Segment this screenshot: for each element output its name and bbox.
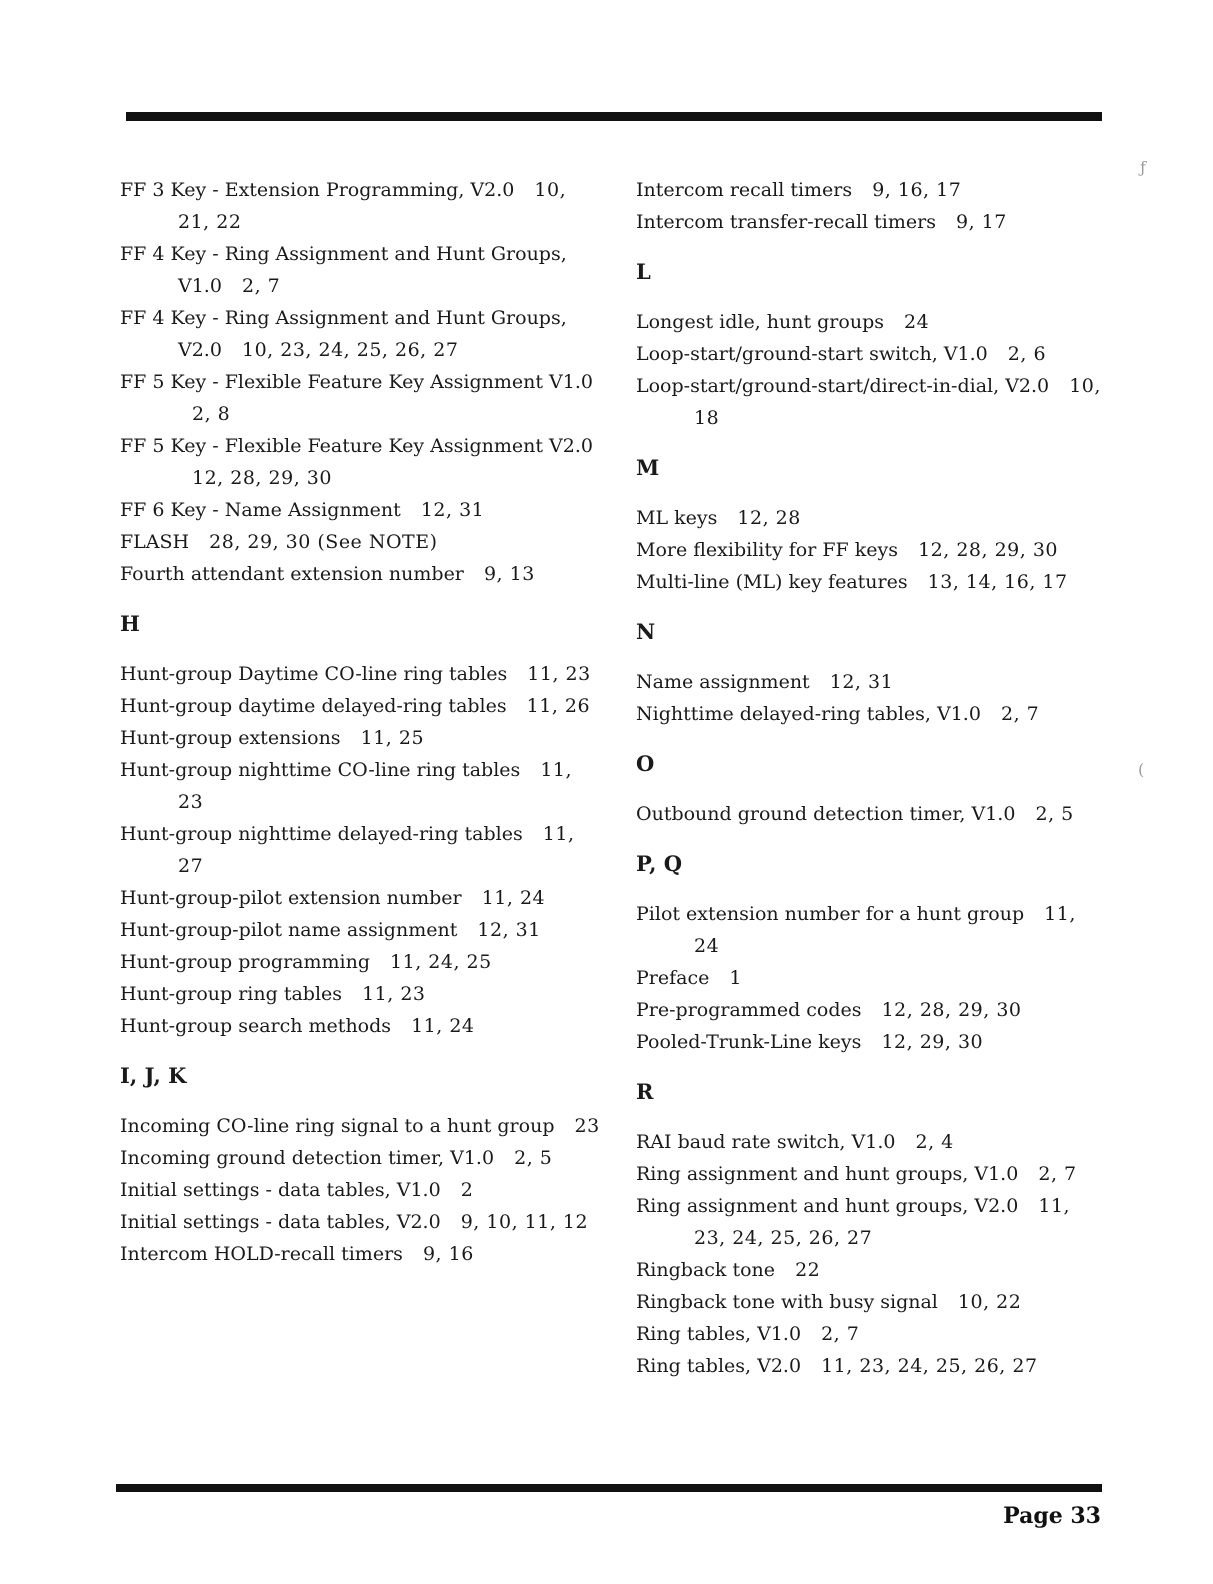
index-term: Fourth attendant extension number <box>120 563 464 585</box>
index-entry <box>120 1206 600 1238</box>
index-entry <box>120 658 600 690</box>
index-page-refs: 9, 16 <box>422 1243 474 1265</box>
index-term: Intercom HOLD-recall timers <box>120 1243 403 1265</box>
index-entry <box>636 1286 1106 1318</box>
index-term: Ring assignment and hunt groups, V2.0 <box>636 1195 1019 1217</box>
index-page-refs: 12, 31 <box>829 671 894 693</box>
index-term: Ring assignment and hunt groups, V1.0 <box>636 1163 1019 1185</box>
index-term: Hunt-group-pilot name assignment <box>120 919 458 941</box>
index-term: Hunt-group daytime delayed-ring tables <box>120 695 507 717</box>
top-rule <box>126 112 1102 121</box>
index-page-refs: 9, 13 <box>483 563 535 585</box>
index-section-heading: M <box>636 455 660 480</box>
index-term: Multi-line (ML) key features <box>636 571 908 593</box>
index-entry <box>120 818 600 882</box>
index-entry <box>636 962 1106 994</box>
index-term: FF 5 Key - Flexible Feature Key Assignment V2.0 <box>120 435 593 457</box>
index-term: Name assignment <box>636 671 810 693</box>
index-entry <box>636 1190 1106 1254</box>
index-term: ML keys <box>636 507 718 529</box>
index-entry <box>120 1142 600 1174</box>
index-term: Hunt-group nighttime delayed-ring tables <box>120 823 523 845</box>
index-term: Outbound ground detection timer, V1.0 <box>636 803 1016 825</box>
index-page-refs: 11, 26 <box>526 695 591 717</box>
index-entry <box>636 1026 1106 1058</box>
index-page-refs: 13, 14, 16, 17 <box>927 571 1068 593</box>
index-section-heading: P, Q <box>636 851 682 876</box>
index-term: Pilot extension number for a hunt group <box>636 903 1025 925</box>
index-page-refs: 9, 16, 17 <box>872 179 962 201</box>
index-entry <box>120 754 600 818</box>
index-term: Incoming CO-line ring signal to a hunt group <box>120 1115 555 1137</box>
index-term: Loop-start/ground-start/direct-in-dial, V2.0 <box>636 375 1050 397</box>
index-page-refs: 10, 23, 24, 25, 26, 27 <box>241 339 459 361</box>
index-page-refs: 1 <box>729 967 742 989</box>
index-term: Ring tables, V1.0 <box>636 1323 802 1345</box>
index-entry <box>636 698 1106 730</box>
index-page-refs: 11, 24 <box>481 887 546 909</box>
index-page-refs: 11, 27 <box>178 823 575 877</box>
index-term: Initial settings - data tables, V1.0 <box>120 1179 441 1201</box>
index-entry <box>636 1350 1106 1382</box>
index-term: FF 5 Key - Flexible Feature Key Assignment V1.0 <box>120 371 593 393</box>
index-entry <box>636 502 1106 534</box>
index-term: Incoming ground detection timer, V1.0 <box>120 1147 495 1169</box>
index-term: Hunt-group Daytime CO-line ring tables <box>120 663 508 685</box>
index-column-left <box>120 174 600 1270</box>
index-page-refs: 9, 17 <box>956 211 1007 233</box>
index-entry <box>120 302 600 366</box>
index-page-refs: 2, 5 <box>1035 803 1074 825</box>
index-section-heading: H <box>120 611 140 636</box>
index-entry <box>120 946 600 978</box>
index-entry <box>120 722 600 754</box>
index-page-refs: 2, 6 <box>1007 343 1047 365</box>
index-page-refs: 2, 8 <box>192 403 231 425</box>
index-term: More flexibility for FF keys <box>636 539 899 561</box>
index-term: FLASH <box>120 531 190 553</box>
index-entry <box>120 1110 600 1142</box>
index-section-heading: N <box>636 619 656 644</box>
index-term: Hunt-group nighttime CO-line ring tables <box>120 759 521 781</box>
index-page-refs: 12, 31 <box>420 499 485 521</box>
index-page-refs: 2, 7 <box>241 275 281 297</box>
index-column-right <box>636 174 1106 1382</box>
index-term: FF 3 Key - Extension Programming, V2.0 <box>120 179 515 201</box>
index-entry <box>120 690 600 722</box>
index-page-refs: 11, 25 <box>360 727 425 749</box>
index-term: Ringback tone <box>636 1259 776 1281</box>
index-entry <box>120 526 600 558</box>
index-term: Intercom transfer-recall timers <box>636 211 936 233</box>
index-page-refs: 10, 18 <box>694 375 1101 429</box>
index-entry <box>636 338 1106 370</box>
index-page-refs: 12, 31 <box>477 919 541 941</box>
index-page-refs: 11, 23 <box>527 663 591 685</box>
index-entry <box>120 978 600 1010</box>
index-entry <box>120 430 600 494</box>
index-term: RAI baud rate switch, V1.0 <box>636 1131 896 1153</box>
index-term: Pre-programmed codes <box>636 999 862 1021</box>
index-term: Ring tables, V2.0 <box>636 1355 802 1377</box>
scan-mark: ƒ <box>1140 158 1146 177</box>
index-page-refs: 2, 5 <box>514 1147 553 1169</box>
index-entry <box>120 558 600 590</box>
index-page-refs: 2, 4 <box>915 1131 954 1153</box>
index-term: Intercom recall timers <box>636 179 853 201</box>
index-entry <box>636 206 1106 238</box>
index-entry <box>120 882 600 914</box>
index-entry <box>120 174 600 238</box>
index-entry <box>636 994 1106 1026</box>
index-term: FF 4 Key - Ring Assignment and Hunt Groups, V2.0 <box>120 307 567 361</box>
index-term: Pooled-Trunk-Line keys <box>636 1031 862 1053</box>
index-entry <box>636 1158 1106 1190</box>
index-entry <box>120 914 600 946</box>
index-entry <box>120 238 600 302</box>
index-page-refs: 24 <box>904 311 930 333</box>
index-page-refs: 2, 7 <box>1038 1163 1077 1185</box>
index-term: FF 4 Key - Ring Assignment and Hunt Groups, V1.0 <box>120 243 567 297</box>
index-page-refs: 9, 10, 11, 12 <box>460 1211 589 1233</box>
index-term: Hunt-group ring tables <box>120 983 343 1005</box>
index-page-refs: 11, 24 <box>694 903 1076 957</box>
index-entry <box>636 566 1106 598</box>
index-section-heading: O <box>636 751 655 776</box>
index-page-refs: 11, 24, 25 <box>390 951 492 973</box>
index-entry <box>636 1254 1106 1286</box>
index-page-refs: 2, 7 <box>1000 703 1040 725</box>
index-page-refs: 11, 23, 24, 25, 26, 27 <box>694 1195 1071 1249</box>
index-term: Preface <box>636 967 710 989</box>
index-entry <box>120 1010 600 1042</box>
index-page-refs: 11, 23 <box>178 759 573 813</box>
index-entry <box>120 366 600 430</box>
bottom-rule <box>116 1484 1102 1492</box>
index-term: Ringback tone with busy signal <box>636 1291 938 1313</box>
index-page-refs: 12, 29, 30 <box>881 1031 984 1053</box>
index-entry <box>636 370 1106 434</box>
index-page-refs: 10, 22 <box>957 1291 1022 1313</box>
index-page-refs: 2 <box>460 1179 474 1201</box>
index-term: Hunt-group-pilot extension number <box>120 887 462 909</box>
index-term: Hunt-group programming <box>120 951 370 973</box>
index-entry <box>636 174 1106 206</box>
index-section-heading: L <box>636 259 651 284</box>
index-page-refs: 28, 29, 30 (See NOTE) <box>209 531 438 553</box>
index-page-refs: 12, 28, 29, 30 <box>881 999 1022 1021</box>
index-page-refs: 10, 21, 22 <box>178 179 567 233</box>
index-term: Hunt-group search methods <box>120 1015 392 1037</box>
index-page-refs: 22 <box>795 1259 821 1281</box>
index-entry <box>636 534 1106 566</box>
index-term: Nighttime delayed-ring tables, V1.0 <box>636 703 981 725</box>
index-section-heading: I, J, K <box>120 1063 187 1088</box>
index-page-refs: 11, 24 <box>411 1015 475 1037</box>
index-term: Initial settings - data tables, V2.0 <box>120 1211 441 1233</box>
index-entry <box>636 1126 1106 1158</box>
index-term: Longest idle, hunt groups <box>636 311 884 333</box>
index-term: Loop-start/ground-start switch, V1.0 <box>636 343 988 365</box>
index-entry <box>636 306 1106 338</box>
index-page-refs: 2, 7 <box>821 1323 860 1345</box>
index-page-refs: 11, 23 <box>362 983 426 1005</box>
page-number: Page 33 <box>1003 1503 1101 1529</box>
scan-mark: ( <box>1138 760 1145 779</box>
index-page-refs: 11, 23, 24, 25, 26, 27 <box>821 1355 1038 1377</box>
index-entry <box>120 1174 600 1206</box>
index-page-refs: 12, 28, 29, 30 <box>918 539 1059 561</box>
index-entry <box>120 494 600 526</box>
index-entry <box>120 1238 600 1270</box>
index-term: FF 6 Key - Name Assignment <box>120 499 401 521</box>
index-term: Hunt-group extensions <box>120 727 341 749</box>
index-entry <box>636 1318 1106 1350</box>
index-page-refs: 12, 28 <box>737 507 801 529</box>
index-section-heading: R <box>636 1079 654 1104</box>
index-entry <box>636 898 1106 962</box>
index-page-refs: 12, 28, 29, 30 <box>192 467 332 489</box>
index-page-refs: 23 <box>574 1115 600 1137</box>
index-entry <box>636 798 1106 830</box>
index-entry <box>636 666 1106 698</box>
